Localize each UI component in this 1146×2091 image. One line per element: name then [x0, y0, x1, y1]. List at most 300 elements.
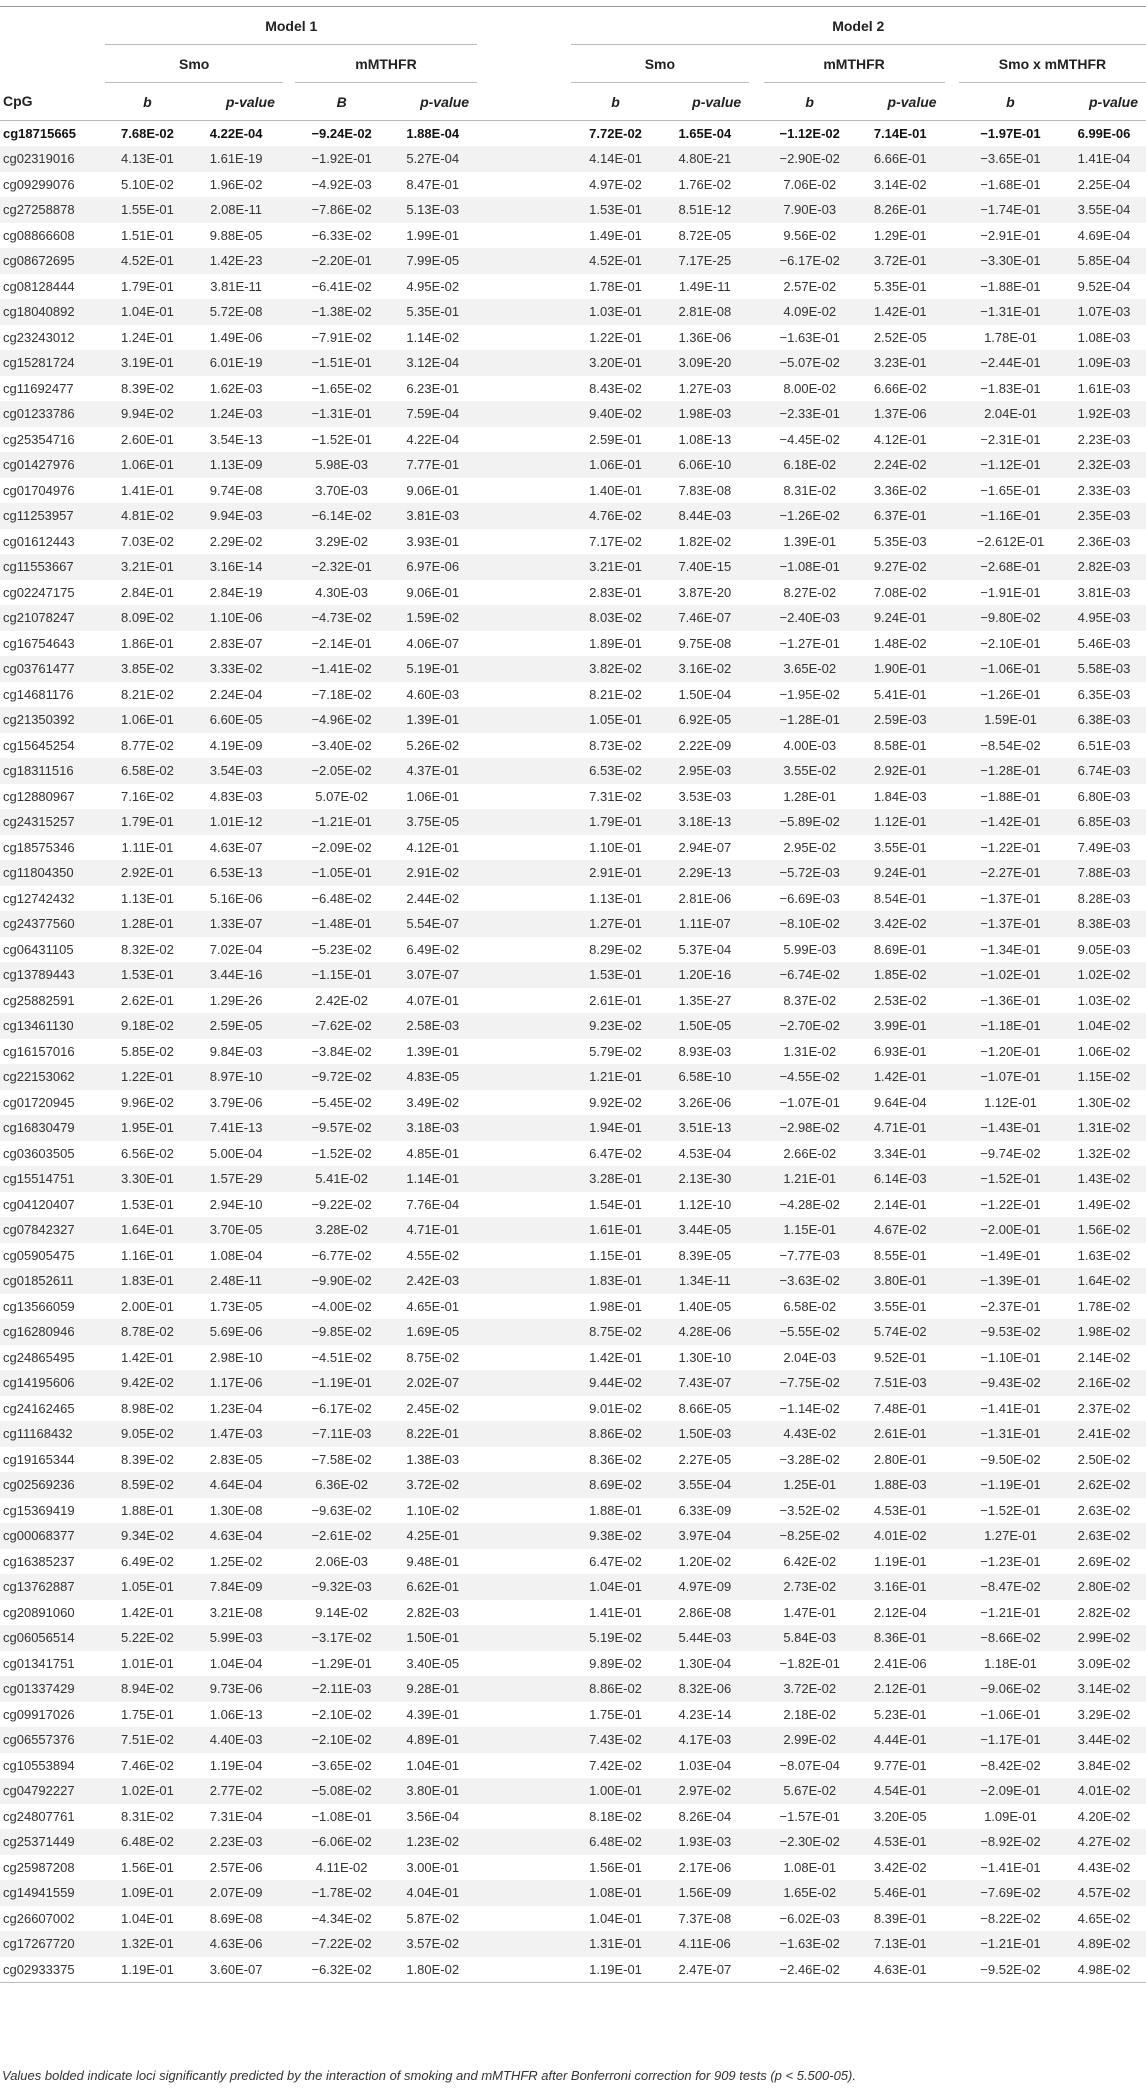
- table-row: [0, 758, 1146, 784]
- m2-mmthfr-p-cell: 8.39E-01: [873, 1910, 927, 1926]
- m1-mmthfr-p-cell: 7.99E-05: [406, 253, 460, 269]
- m1-smo-b-cell: 8.09E-02: [121, 610, 174, 626]
- m2-smo-p-cell: 1.40E-05: [678, 1298, 732, 1314]
- m1-smo-p-cell: 1.47E-03: [209, 1426, 263, 1442]
- m1-mmthfr-b-cell: −1.92E-01: [311, 151, 372, 167]
- m1-smo-p-cell: 2.24E-04: [209, 686, 263, 702]
- m2-smo-b-cell: 6.47E-02: [589, 1553, 642, 1569]
- m2-interaction-b-cell: −2.68E-01: [980, 559, 1041, 575]
- m1-mmthfr-b-cell: −1.15E-01: [311, 967, 372, 983]
- m2-interaction-b-cell: −2.612E-01: [976, 533, 1045, 549]
- table-row: [0, 1702, 1146, 1728]
- m2-smo-b-cell: 9.23E-02: [589, 1018, 642, 1034]
- m1-smo-p-cell: 2.94E-10: [209, 1196, 263, 1212]
- cpg-cell: cg08866608: [3, 227, 75, 243]
- m2-mmthfr-p-cell: 4.12E-01: [873, 431, 927, 447]
- column-spacer: [477, 554, 571, 580]
- column-spacer: [749, 733, 763, 759]
- column-spacer: [945, 1753, 959, 1779]
- cpg-cell: cg10553894: [3, 1757, 75, 1773]
- table-row: [0, 1192, 1146, 1218]
- m2-smo-p-cell: 4.11E-06: [678, 1936, 731, 1952]
- column-spacer: [477, 860, 571, 886]
- m2-mmthfr-p-cell: 3.99E-01: [873, 1018, 927, 1034]
- m2-mmthfr-b-cell: −1.63E-02: [779, 1936, 840, 1952]
- column-spacer: [283, 1880, 295, 1906]
- m2-interaction-b-cell: −2.91E-01: [980, 227, 1041, 243]
- m2-smo-p-cell: 6.58E-10: [678, 1069, 732, 1085]
- m1-smo-b-cell: 5.22E-02: [121, 1630, 174, 1646]
- column-spacer: [749, 809, 763, 835]
- m2-interaction-p-cell: 1.03E-02: [1077, 992, 1131, 1008]
- m1-smo-p-cell: 1.24E-03: [209, 406, 263, 422]
- m2-interaction-p-cell: 6.35E-03: [1077, 686, 1131, 702]
- column-spacer: [283, 656, 295, 682]
- column-spacer: [477, 1319, 571, 1345]
- column-spacer: [749, 427, 763, 453]
- column-spacer: [749, 1702, 763, 1728]
- table-row: [0, 299, 1146, 325]
- m1-smo-b-cell: 9.05E-02: [121, 1426, 174, 1442]
- m2-interaction-b-cell: −8.22E-02: [980, 1910, 1041, 1926]
- m1-mmthfr-p-cell: 4.37E-01: [406, 763, 460, 779]
- column-spacer: [283, 146, 295, 172]
- m2-interaction-p-cell: 2.63E-02: [1077, 1502, 1131, 1518]
- column-spacer: [945, 1039, 959, 1065]
- table-row: [0, 1855, 1146, 1881]
- column-spacer: [283, 784, 295, 810]
- column-spacer: [283, 1931, 295, 1957]
- m1-smo-b-cell: 1.64E-01: [121, 1222, 174, 1238]
- table-row: [0, 580, 1146, 606]
- table-row: [0, 886, 1146, 912]
- m2-smo-b-cell: 1.00E-01: [589, 1783, 642, 1799]
- column-spacer: [477, 350, 571, 376]
- m1-smo-p-cell: 3.81E-11: [210, 278, 263, 294]
- column-spacer: [749, 1421, 763, 1447]
- m2-interaction-p-cell: 4.98E-02: [1062, 1957, 1146, 1983]
- column-spacer: [477, 452, 571, 478]
- m1-smo-p-cell: 8.69E-08: [209, 1910, 263, 1926]
- column-spacer: [749, 707, 763, 733]
- m1-mmthfr-p-cell: 9.28E-01: [406, 1681, 460, 1697]
- column-spacer: [283, 1217, 295, 1243]
- m2-mmthfr-p-cell: 2.12E-01: [873, 1681, 927, 1697]
- m1-mmthfr-p-cell: 4.71E-01: [406, 1222, 460, 1238]
- m1-smo-b-cell: 2.92E-01: [121, 865, 174, 881]
- m2-mmthfr-p-cell: 5.35E-03: [873, 533, 927, 549]
- m2-smo-p-cell: 6.92E-05: [678, 712, 732, 728]
- m2-smo-b-cell: 6.48E-02: [589, 1834, 642, 1850]
- m1-smo-b-cell: 1.56E-01: [121, 1859, 174, 1875]
- m1-smo-p-cell: 2.29E-02: [209, 533, 263, 549]
- m2-interaction-p-cell: 2.14E-02: [1077, 1349, 1131, 1365]
- m1-mmthfr-b-cell: −1.05E-01: [311, 865, 372, 881]
- column-spacer: [477, 631, 571, 657]
- column-spacer: [749, 1115, 763, 1141]
- column-spacer: [283, 529, 295, 555]
- m2-smo-p-cell: 1.35E-27: [678, 992, 732, 1008]
- column-spacer: [945, 1523, 959, 1549]
- m2-smo-b-cell: 1.89E-01: [589, 635, 642, 651]
- m1-smo-p-cell: 1.23E-04: [209, 1400, 263, 1416]
- m1-mmthfr-b-cell: −4.92E-03: [311, 176, 372, 192]
- m2-mmthfr-p-cell: 1.12E-01: [873, 814, 927, 830]
- m1-smo-p-cell: 4.64E-04: [209, 1477, 263, 1493]
- table-row: [0, 172, 1146, 198]
- cpg-cell: cg00068377: [3, 1528, 75, 1544]
- m2-mmthfr-p-cell: 4.63E-01: [856, 1957, 945, 1983]
- m1-mmthfr-b-cell: −2.05E-02: [311, 763, 372, 779]
- m2-interaction-p-cell: 1.07E-03: [1077, 304, 1131, 320]
- m2-smo-p-cell: 2.47E-07: [660, 1957, 749, 1983]
- m2-mmthfr-p-cell: 3.34E-01: [873, 1145, 927, 1161]
- m2-smo-b-cell: 8.18E-02: [589, 1808, 642, 1824]
- column-spacer: [477, 758, 571, 784]
- column-spacer: [945, 529, 959, 555]
- table-row: [0, 784, 1146, 810]
- m2-interaction-p-cell: 2.99E-02: [1077, 1630, 1131, 1646]
- m2-interaction-b-cell: −1.97E-01: [980, 126, 1041, 141]
- m2-mmthfr-p-cell: 4.53E-01: [873, 1834, 927, 1850]
- m2-mmthfr-b-cell: 1.08E-01: [783, 1859, 837, 1875]
- column-spacer: [945, 1345, 959, 1371]
- m1-mmthfr-b-cell: −9.63E-02: [311, 1502, 372, 1518]
- m2-smo-p-cell: 8.32E-06: [678, 1681, 732, 1697]
- cpg-cell: cg04120407: [3, 1196, 75, 1212]
- m1-mmthfr-b-cell: −6.14E-02: [311, 508, 372, 524]
- m1-smo-p-cell: 9.73E-06: [209, 1681, 263, 1697]
- m2-smo-b-cell: 4.52E-01: [589, 253, 642, 269]
- column-spacer: [477, 503, 571, 529]
- m1-smo-p-cell: 3.54E-03: [209, 763, 263, 779]
- m2-smo-p-cell: 2.13E-30: [678, 1171, 732, 1187]
- m1-mmthfr-b-cell: 5.07E-02: [315, 788, 368, 804]
- column-spacer: [283, 860, 295, 886]
- m1-smo-b-cell: 8.21E-02: [121, 686, 174, 702]
- m2-interaction-b-cell: −1.28E-01: [980, 763, 1041, 779]
- table-row: [0, 631, 1146, 657]
- m2-smo-b-cell: 1.53E-01: [589, 202, 642, 218]
- m1-mmthfr-b-cell: −6.77E-02: [311, 1247, 372, 1263]
- m2-interaction-b-cell: −1.83E-01: [980, 380, 1041, 396]
- m1-smo-b-cell: 1.19E-01: [105, 1957, 189, 1983]
- m2-mmthfr-b-cell: −6.69E-03: [779, 890, 840, 906]
- m1-smo-b-cell: 7.03E-02: [121, 533, 174, 549]
- table-row: [0, 427, 1146, 453]
- m2-interaction-b-cell: −1.65E-01: [980, 482, 1041, 498]
- column-spacer: [749, 1039, 763, 1065]
- column-spacer: [477, 1345, 571, 1371]
- table-row: [0, 1523, 1146, 1549]
- m2-smo-b-cell: 6.53E-02: [589, 763, 642, 779]
- m2-mmthfr-p-cell: 3.36E-02: [873, 482, 927, 498]
- m2-smo-p-cell: 8.66E-05: [678, 1400, 732, 1416]
- m2-smo-b-cell: 3.20E-01: [589, 355, 642, 371]
- column-spacer: [945, 1549, 959, 1575]
- cpg-cell: cg15514751: [3, 1171, 75, 1187]
- table-row: [0, 1013, 1146, 1039]
- table-row: [0, 146, 1146, 172]
- column-spacer: [283, 299, 295, 325]
- m1-mmthfr-b-cell: −1.48E-01: [311, 916, 372, 932]
- m2-smo-b-cell: 1.94E-01: [589, 1120, 642, 1136]
- column-spacer: [945, 1268, 959, 1294]
- m2-mmthfr-b-cell: −4.28E-02: [779, 1196, 840, 1212]
- m1-smo-p-cell: 1.42E-23: [209, 253, 263, 269]
- column-spacer: [283, 1192, 295, 1218]
- m2-mmthfr-p-cell: 2.24E-02: [873, 457, 927, 473]
- m2-mmthfr-p-cell: 7.14E-01: [873, 126, 927, 141]
- m2-interaction-b-cell: −1.37E-01: [980, 916, 1041, 932]
- column-spacer: [477, 682, 571, 708]
- column-spacer: [749, 1192, 763, 1218]
- m1-mmthfr-b-cell: −2.20E-01: [311, 253, 372, 269]
- m1-mmthfr-b-cell: −1.08E-01: [311, 1808, 372, 1824]
- column-spacer: [283, 1829, 295, 1855]
- m1-smo-p-cell: 3.79E-06: [209, 1094, 263, 1110]
- m2-mmthfr-header: mMTHFR: [764, 45, 945, 83]
- m2-smo-p-cell: 7.40E-15: [678, 559, 732, 575]
- m2-interaction-p-cell: 3.84E-02: [1077, 1757, 1131, 1773]
- column-spacer: [945, 1141, 959, 1167]
- m1-smo-p-cell: 1.01E-12: [209, 814, 263, 830]
- table-row: [0, 656, 1146, 682]
- m1-smo-p-cell: 1.17E-06: [209, 1375, 263, 1391]
- m1-mmthfr-p-cell: 4.39E-01: [406, 1706, 460, 1722]
- m2-mmthfr-p-cell: 3.23E-01: [873, 355, 927, 371]
- m1-smo-p-cell: 2.08E-11: [210, 202, 263, 218]
- m2-interaction-p-cell: 1.31E-02: [1077, 1120, 1131, 1136]
- m1-smo-b-cell: 9.18E-02: [121, 1018, 174, 1034]
- column-spacer: [945, 503, 959, 529]
- m1-smo-p-cell: 2.83E-07: [209, 635, 263, 651]
- m2-mmthfr-p-cell: 1.85E-02: [873, 967, 927, 983]
- column-spacer: [945, 350, 959, 376]
- m1-mmthfr-b-cell: −1.38E-02: [311, 304, 372, 320]
- m2-mmthfr-b-cell: −2.33E-01: [779, 406, 840, 422]
- m2-interaction-b-cell: −1.22E-01: [980, 839, 1041, 855]
- column-spacer: [945, 733, 959, 759]
- column-spacer: [283, 1523, 295, 1549]
- m1-smo-b-cell: 1.32E-01: [121, 1936, 174, 1952]
- m1-smo-b-cell: 1.75E-01: [121, 1706, 174, 1722]
- column-spacer: [749, 350, 763, 376]
- column-spacer: [477, 1115, 571, 1141]
- m1-mmthfr-p-cell: 1.14E-02: [406, 329, 460, 345]
- m2-interaction-b-cell: 2.04E-01: [984, 406, 1037, 422]
- cpg-cell: cg09299076: [3, 176, 75, 192]
- m2-mmthfr-b-cell: −5.89E-02: [779, 814, 840, 830]
- m2-interaction-p-cell: 2.35E-03: [1077, 508, 1131, 524]
- column-spacer: [945, 1625, 959, 1651]
- m2-mmthfr-p-cell: 8.54E-01: [873, 890, 927, 906]
- cpg-cell: cg09917026: [3, 1706, 75, 1722]
- m1-smo-p-cell: 7.41E-13: [209, 1120, 263, 1136]
- m2-interaction-b-cell: −8.66E-02: [980, 1630, 1041, 1646]
- header-row-stats: [0, 83, 1146, 121]
- m1-mmthfr-p-cell: 1.23E-02: [406, 1834, 460, 1850]
- cpg-cell: cg24315257: [3, 814, 75, 830]
- m1-mmthfr-p-cell: 4.22E-04: [406, 431, 460, 447]
- m1-smo-b-cell: 1.04E-01: [121, 304, 174, 320]
- column-spacer: [945, 325, 959, 351]
- m2-mmthfr-b-cell: 2.99E-02: [783, 1732, 837, 1748]
- column-spacer: [945, 758, 959, 784]
- m1-mmthfr-p-cell: 3.75E-05: [406, 814, 460, 830]
- m1-smo-b-cell: 1.95E-01: [121, 1120, 174, 1136]
- m2-smo-b-cell: 8.75E-02: [589, 1324, 642, 1340]
- m1-mmthfr-b-cell: −6.48E-02: [311, 890, 372, 906]
- table-row: [0, 401, 1146, 427]
- cpg-cell: cg11692477: [3, 380, 74, 396]
- m2-mmthfr-p-cell: 3.14E-02: [873, 176, 927, 192]
- m1-mmthfr-p-cell: 1.10E-02: [406, 1502, 460, 1518]
- m2-interaction-b-cell: 1.59E-01: [984, 712, 1037, 728]
- column-spacer: [477, 1396, 571, 1422]
- m1-smo-b-cell: 7.68E-02: [121, 126, 174, 141]
- m2-smo-p-cell: 6.06E-10: [678, 457, 732, 473]
- cpg-cell: cg14681176: [3, 686, 74, 702]
- column-spacer: [283, 1268, 295, 1294]
- column-spacer: [945, 1472, 959, 1498]
- m2-mmthfr-p-cell: 2.80E-01: [873, 1451, 927, 1467]
- m1-smo-p-cell: 9.88E-05: [209, 227, 263, 243]
- m1-mmthfr-p-cell: 5.27E-04: [406, 151, 460, 167]
- column-spacer: [283, 835, 295, 861]
- m2-mmthfr-b-cell: −5.72E-03: [779, 865, 840, 881]
- m1-smo-b-cell: 6.58E-02: [121, 763, 174, 779]
- m2-interaction-p-cell: 8.28E-03: [1077, 890, 1131, 906]
- cpg-cell: cg24377560: [3, 916, 75, 932]
- table-row: [0, 121, 1146, 147]
- table-row: [0, 605, 1146, 631]
- table-row: [0, 325, 1146, 351]
- m1-mmthfr-p-cell: 5.26E-02: [406, 737, 460, 753]
- m1-smo-b-cell: 5.85E-02: [121, 1043, 174, 1059]
- column-spacer: [283, 325, 295, 351]
- column-spacer: [945, 223, 959, 249]
- m1-smo-b-cell: 8.39E-02: [121, 380, 174, 396]
- column-spacer: [283, 223, 295, 249]
- column-spacer: [283, 1396, 295, 1422]
- m2-interaction-p-cell: 2.69E-02: [1077, 1553, 1131, 1569]
- m1-mmthfr-b-cell: −1.65E-02: [311, 380, 372, 396]
- m2-smo-b-cell: 1.41E-01: [589, 1604, 642, 1620]
- m1-mmthfr-p-cell: 7.76E-04: [406, 1196, 460, 1212]
- column-spacer: [477, 937, 571, 963]
- m2-smo-b-cell: 9.89E-02: [589, 1655, 642, 1671]
- m2-interaction-p-cell: 2.41E-02: [1077, 1426, 1131, 1442]
- m2-smo-b-cell: 4.76E-02: [589, 508, 642, 524]
- column-spacer: [945, 1804, 959, 1830]
- m2-interaction-p-cell: 2.62E-02: [1077, 1477, 1131, 1493]
- column-spacer: [283, 1141, 295, 1167]
- column-spacer: [477, 1141, 571, 1167]
- m2-mmthfr-b-cell: 4.43E-02: [783, 1426, 837, 1442]
- m2-interaction-b-cell: −3.30E-01: [980, 253, 1041, 269]
- m2-interaction-b-cell: −1.07E-01: [980, 1069, 1041, 1085]
- cpg-cell: cg01852611: [3, 1273, 74, 1289]
- m2-interaction-b-cell: −1.88E-01: [980, 278, 1041, 294]
- m2-smo-p-cell: 1.36E-06: [678, 329, 732, 345]
- m2-smo-b-cell: 1.98E-01: [589, 1298, 642, 1314]
- m1-smo-b-cell: 1.79E-01: [121, 814, 174, 830]
- m2-mmthfr-p-cell: 3.16E-01: [873, 1579, 927, 1595]
- table-footnote: Values bolded indicate loci significantly predicted by the interaction of smoking and mMTHFR after Bonferroni correction for 909 tests (p < 5.500-05).: [2, 2068, 856, 2083]
- model1-header: Model 1: [105, 7, 477, 45]
- m2-interaction-b-cell: −1.17E-01: [980, 1732, 1041, 1748]
- m2-interaction-b-cell: −1.23E-01: [980, 1553, 1041, 1569]
- m2-mmthfr-p-cell: 2.53E-02: [873, 992, 927, 1008]
- column-spacer: [945, 1727, 959, 1753]
- column-spacer: [945, 1906, 959, 1932]
- m2-interaction-p-cell: 2.82E-02: [1077, 1604, 1131, 1620]
- m2-smo-b-cell: 7.42E-02: [589, 1757, 642, 1773]
- m1-smo-b-cell: 8.94E-02: [121, 1681, 174, 1697]
- column-spacer: [945, 809, 959, 835]
- m2-interaction-b-cell: −2.37E-01: [980, 1298, 1041, 1314]
- m1-mmthfr-p-cell: 4.89E-01: [406, 1732, 460, 1748]
- m1-smo-p-cell: 6.60E-05: [209, 712, 263, 728]
- column-spacer: [283, 1957, 295, 1983]
- m1-smo-p-cell: 2.57E-06: [209, 1859, 263, 1875]
- m2-smo-p-cell: 1.50E-04: [678, 686, 732, 702]
- column-spacer: [749, 1243, 763, 1269]
- m2-interaction-b-cell: −9.50E-02: [980, 1451, 1041, 1467]
- m2-mmthfr-p-cell: 7.13E-01: [873, 1936, 927, 1952]
- table-row: [0, 452, 1146, 478]
- column-spacer: [477, 1166, 571, 1192]
- m1-smo-b-cell: 2.62E-01: [121, 992, 174, 1008]
- m2-smo-b-cell: 9.92E-02: [589, 1094, 642, 1110]
- column-spacer: [283, 350, 295, 376]
- m2-interaction-b-cell: −2.44E-01: [980, 355, 1041, 371]
- column-spacer: [283, 886, 295, 912]
- column-spacer: [477, 1727, 571, 1753]
- m2-mmthfr-b-cell: 1.15E-01: [783, 1222, 837, 1238]
- m2-smo-b-cell: 2.91E-01: [589, 865, 642, 881]
- column-spacer: [477, 146, 571, 172]
- cpg-cell: cg25987208: [3, 1859, 75, 1875]
- column-spacer: [477, 1880, 571, 1906]
- m2-smo-b-cell: 9.40E-02: [589, 406, 642, 422]
- m1-smo-p-cell: 9.84E-03: [209, 1043, 263, 1059]
- column-spacer: [477, 1217, 571, 1243]
- table-row: [0, 1141, 1146, 1167]
- column-spacer: [945, 401, 959, 427]
- column-spacer: [283, 1090, 295, 1116]
- m1-mmthfr-b-cell: −6.33E-02: [311, 227, 372, 243]
- column-spacer: [749, 1906, 763, 1932]
- m2-interaction-b-cell: −1.16E-01: [980, 508, 1041, 524]
- m2-smo-b-cell: 1.10E-01: [589, 839, 642, 855]
- m1-smo-b-cell: 7.16E-02: [121, 788, 174, 804]
- m2-smo-b-cell: 1.13E-01: [589, 890, 642, 906]
- m1-smo-b-cell: 2.60E-01: [121, 431, 174, 447]
- m1-smo-b-cell: 1.53E-01: [121, 967, 174, 983]
- m2-interaction-p-cell: 1.56E-02: [1077, 1222, 1131, 1238]
- m2-mmthfr-p-cell: 6.93E-01: [873, 1043, 927, 1059]
- column-spacer: [477, 1039, 571, 1065]
- m2-smo-p-header: p-value: [660, 83, 749, 121]
- m2-smo-b-cell: 1.56E-01: [589, 1859, 642, 1875]
- column-spacer: [477, 962, 571, 988]
- column-spacer: [945, 1600, 959, 1626]
- column-spacer: [477, 988, 571, 1014]
- header-row-variables: [0, 45, 1146, 83]
- column-spacer: [749, 1064, 763, 1090]
